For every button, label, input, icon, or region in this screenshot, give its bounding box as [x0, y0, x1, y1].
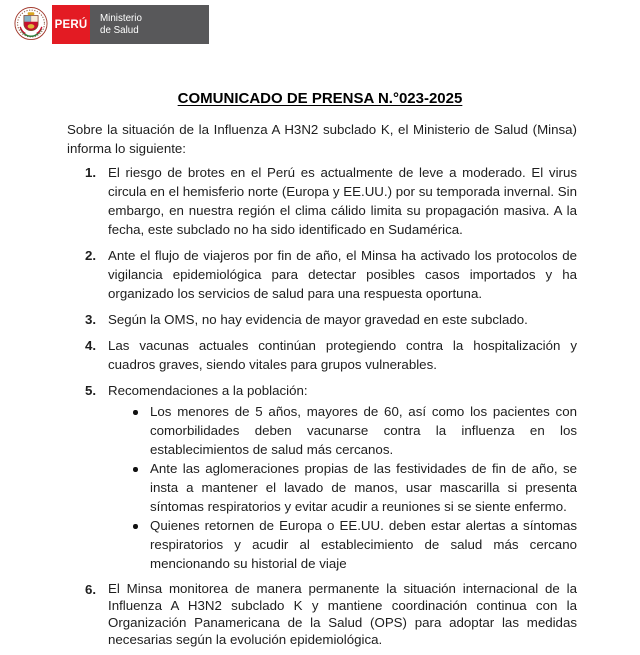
list-item — [85, 580, 577, 648]
item-text-label: Recomendaciones a la población: — [108, 383, 308, 398]
document-body — [0, 120, 640, 648]
peru-brand-block — [52, 5, 90, 44]
ministry-block — [90, 5, 209, 44]
item-text: Ante el flujo de viajeros por fin de año, el Minsa ha activado los protocolos de vigilancia epidemiológica para detectar posibles casos importados y ha organizado los servicios de salud para una respuesta oportuna. — [108, 248, 577, 301]
bullet-icon — [131, 516, 150, 573]
numbered-list — [67, 163, 577, 648]
bullet-text: Ante las aglomeraciones propias de las festividades de fin de año, se insta a mantener el lavado de manos, usar mascarilla si presenta síntomas respiratorios y evitar acudir a reuniones si se siente enfermo. — [150, 461, 577, 514]
press-release-page — [0, 5, 640, 655]
peru-coat-of-arms-icon — [14, 4, 48, 44]
list-item — [85, 381, 577, 573]
bullet-item — [108, 402, 577, 459]
item-text: Las vacunas actuales continúan protegiendo contra la hospitalización y cuadros graves, siendo vitales para grupos vulnerables. — [108, 338, 577, 372]
minsa-logo-header — [14, 5, 640, 44]
ministry-name-line1: Ministerio — [100, 13, 142, 24]
item-number: 4. — [85, 338, 97, 353]
bullet-item — [108, 459, 577, 516]
list-item — [85, 246, 577, 303]
list-item — [85, 336, 577, 374]
item-number: 1. — [85, 165, 97, 180]
item-number: 2. — [85, 248, 97, 263]
item-text: El Minsa monitorea de manera permanente la situación internacional de la Influenza A H3N2 subclado K y mantiene coordinación continua con la Organización Panamericana de la Salud (OPS) para adoptar las medidas necesarias según la evolución epidemiológica. — [108, 581, 577, 647]
item-text: Según la OMS, no hay evidencia de mayor gravedad en este subclado. — [108, 312, 528, 327]
recommendations-bullet-list — [108, 402, 577, 573]
item-text — [108, 381, 577, 573]
bullet-icon — [131, 402, 150, 459]
list-item — [85, 163, 577, 239]
list-item — [85, 310, 577, 329]
ministry-name-line2: de Salud — [100, 24, 139, 36]
bullet-item — [108, 516, 577, 573]
item-number: 3. — [85, 312, 97, 327]
intro-paragraph: Sobre la situación de la Influenza A H3N2 subclado K, el Ministerio de Salud (Minsa) informa lo siguiente: — [67, 122, 577, 156]
item-number: 5. — [85, 383, 97, 398]
peru-brand-label: PERÚ — [54, 18, 88, 31]
item-text: El riesgo de brotes en el Perú es actualmente de leve a moderado. El virus circula en el hemisferio norte (Europa y EE.UU.) por su temporada invernal. Sin embargo, en nuestra región el clima cálido limita su propagación masiva. A la fecha, este subclado no ha sido identificado en Sudamérica. — [108, 165, 577, 237]
item-number: 6. — [85, 582, 97, 597]
bullet-icon — [131, 459, 150, 516]
bullet-text: Quienes retornen de Europa o EE.UU. deben estar alertas a síntomas respiratorios y acudir al establecimiento de salud más cercano mencionando su historial de viaje — [150, 518, 577, 571]
page-title: COMUNICADO DE PRENSA N.°023-2025 — [177, 90, 463, 107]
bullet-text: Los menores de 5 años, mayores de 60, así como los pacientes con comorbilidades deben vacunarse contra la influenza en los establecimientos de salud más cercanos. — [150, 404, 577, 457]
